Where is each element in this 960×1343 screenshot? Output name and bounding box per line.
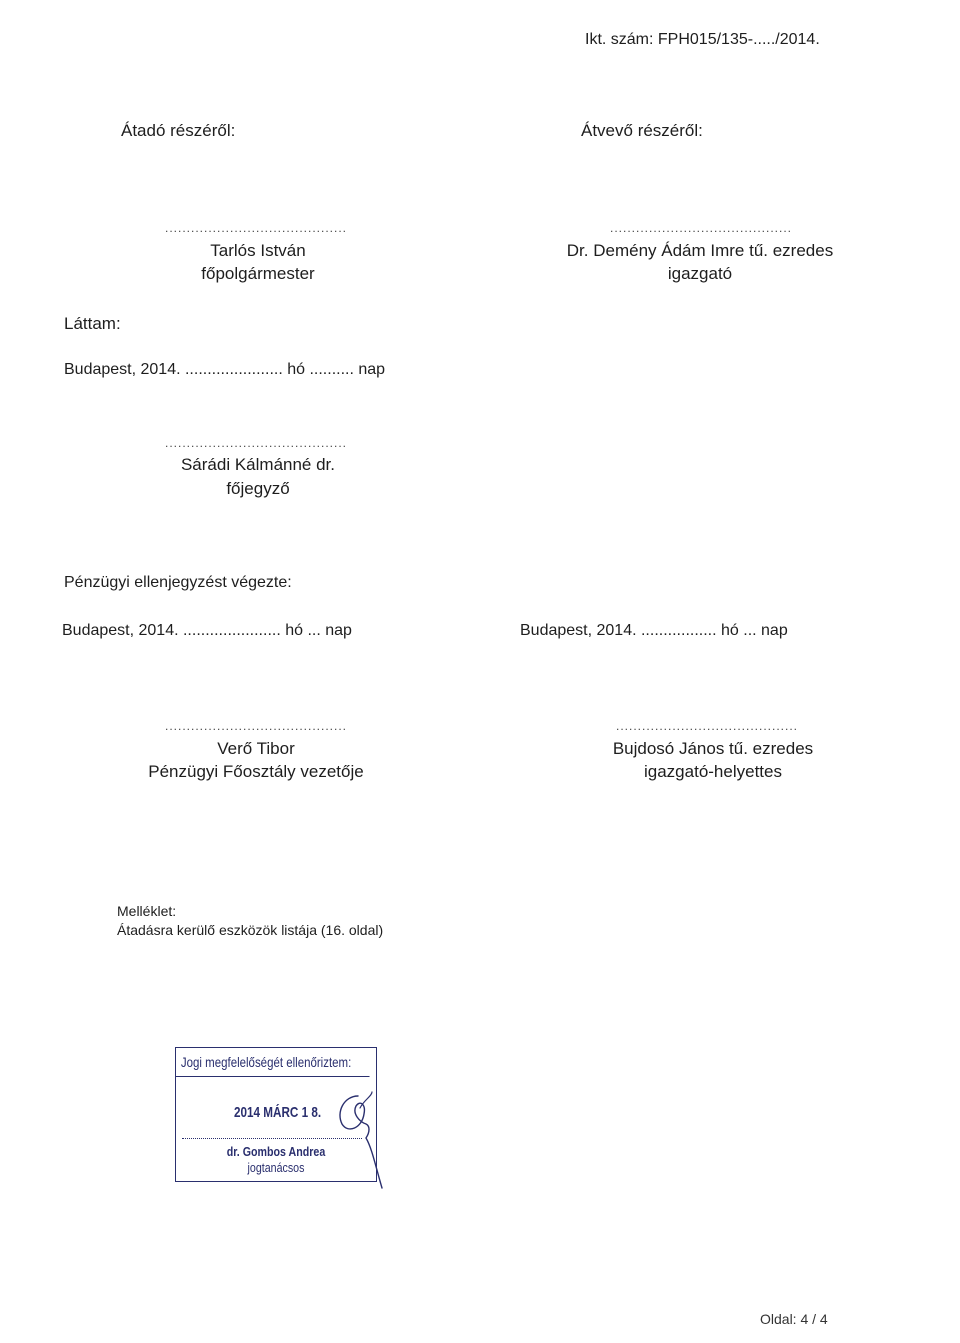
receiver-heading: Átvevő részéről: (581, 121, 703, 140)
page-number: Oldal: 4 / 4 (760, 1311, 828, 1327)
signer-name-left: Tarlós István (210, 241, 306, 260)
transferor-heading: Átadó részéről: (121, 121, 236, 140)
finance-date-left: Budapest, 2014. ...................... hó ... nap (62, 622, 352, 639)
notary-title: főjegyző (226, 479, 290, 498)
finance-signer-name-right: Bujdosó János tű. ezredes (612, 739, 814, 758)
stamp-signer-role: jogtanácsos (247, 1160, 305, 1175)
finance-date-right: Budapest, 2014. ................. hó ... nap (520, 622, 788, 639)
notary-name: Sárádi Kálmánné dr. (180, 455, 336, 474)
stamp-date: 2014 MÁRC 1 8. (234, 1104, 322, 1121)
signer-name-right: Dr. Demény Ádám Imre tű. ezredes (566, 241, 834, 260)
handwritten-signature-icon (330, 1088, 390, 1198)
finance-signer-name-left: Verő Tibor (217, 739, 295, 758)
stamp-signer-name: dr. Gombos Andrea (226, 1144, 326, 1159)
seen-date-line: Budapest, 2014. ...................... hó .......... nap (64, 361, 386, 378)
finance-heading: Pénzügyi ellenjegyzést végezte: (64, 574, 292, 591)
stamp-header: Jogi megfelelőségét ellenőriztem: (176, 1048, 370, 1077)
signer-title-left: főpolgármester (201, 264, 315, 283)
signature-line-finance-right: .......................................... (615, 719, 799, 733)
signature-line-notary: .......................................... (164, 436, 348, 450)
reference-number: Ikt. szám: FPH015/135-...../2014. (585, 31, 820, 48)
attachment-text: Átadásra kerülő eszközök listája (16. oldal) (117, 922, 384, 938)
attachment-label: Melléklet: (117, 903, 177, 919)
signature-line-right: .......................................... (609, 221, 793, 235)
seen-heading: Láttam: (64, 314, 121, 333)
signature-line-left: .......................................... (164, 221, 348, 235)
finance-signer-title-right: igazgató-helyettes (644, 762, 782, 781)
signer-title-right: igazgató (667, 264, 733, 283)
signature-line-finance-left: .......................................... (164, 719, 348, 733)
finance-signer-title-left: Pénzügyi Főosztály vezetője (148, 762, 364, 781)
